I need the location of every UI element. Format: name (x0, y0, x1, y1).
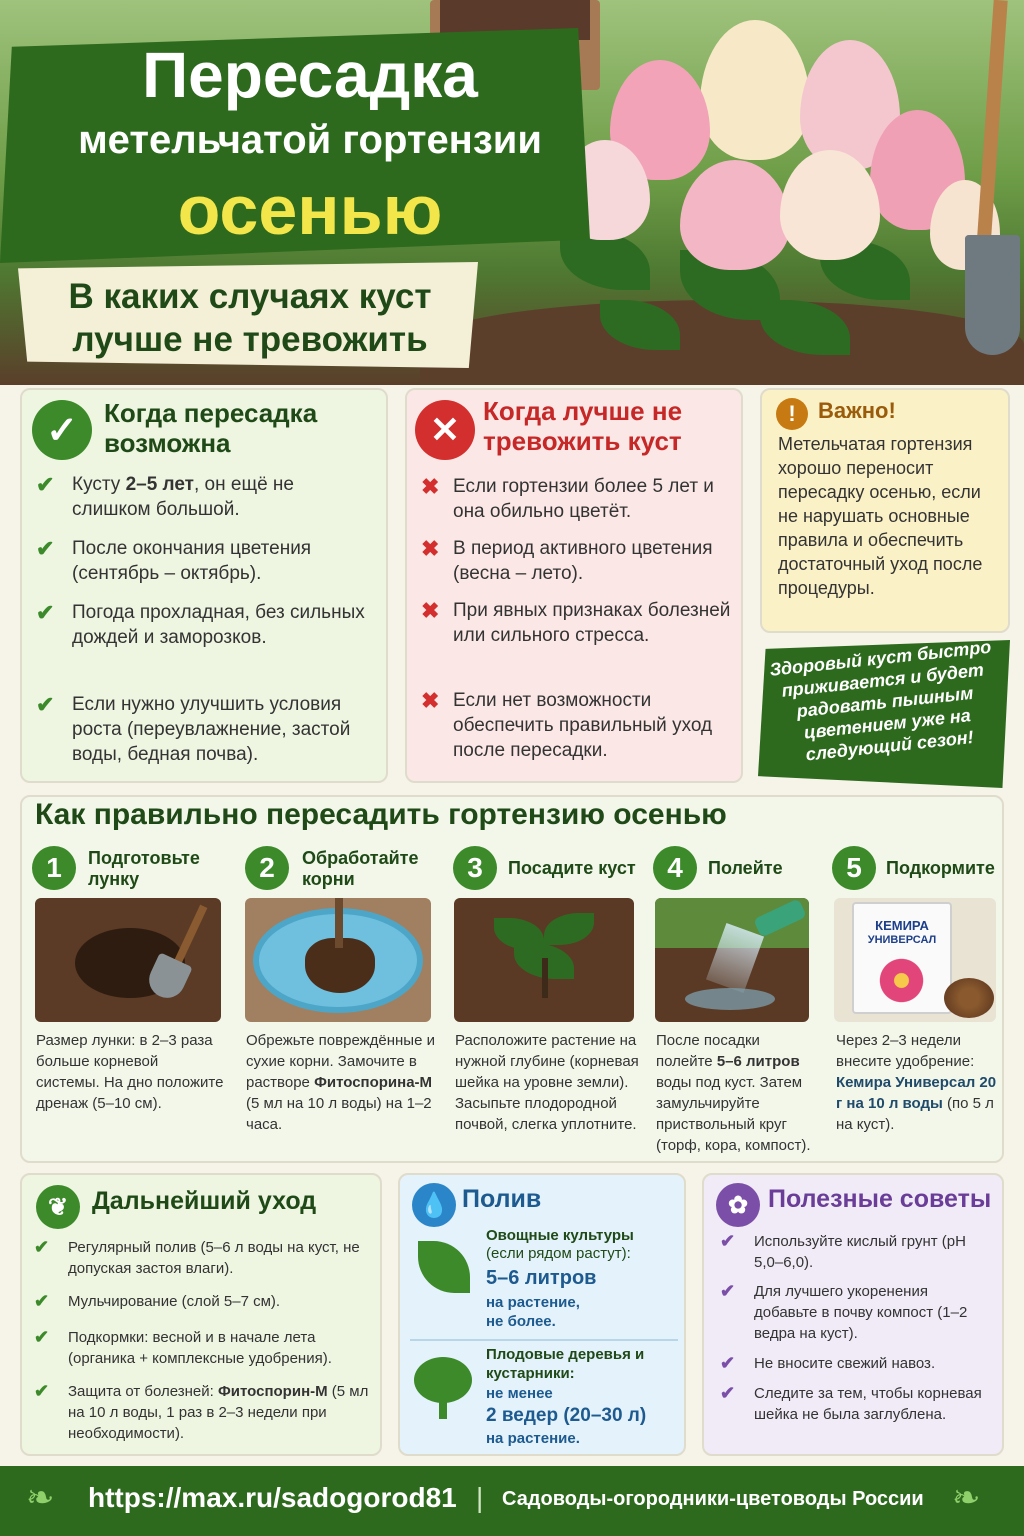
panel-watering (398, 1173, 686, 1456)
step-title: Полейте (708, 858, 783, 878)
veg-tail: на растение, не более. (486, 1294, 580, 1330)
check-icon: ✔ (720, 1353, 736, 1373)
step-image-plant (454, 898, 634, 1022)
check-icon: ✔ (34, 1291, 50, 1311)
check-icon: ✔ (720, 1281, 736, 1301)
cross-icon: ✖ (421, 474, 440, 499)
page-subtitle: В каких случаях куст лучше не тревожить (68, 277, 432, 359)
list-item: Если нужно улучшить условия роста (переувлажнение, застой воды, бедная почва). (72, 694, 351, 765)
check-icon: ✔ (36, 692, 55, 717)
tree-min: не менее (486, 1385, 553, 1402)
step-number: 3 (453, 846, 497, 890)
list-item: Не вносите свежий навоз. (754, 1355, 936, 1372)
leaf-icon: ❦ (36, 1185, 80, 1229)
step-number: 5 (832, 846, 876, 890)
list-item: Защита от болезней: Фитоспорин-М (5 мл на 10 л воды, 1 раз в 2–3 недели при необходимости). (68, 1383, 369, 1442)
footer-url[interactable]: https://max.ru/sadogorod81 (88, 1482, 457, 1513)
veg-sub: (если рядом растут): (486, 1245, 631, 1262)
step-image-fertilizer (834, 898, 996, 1022)
step-image-roots (245, 898, 431, 1022)
sprout-icon: ❧ (952, 1479, 981, 1517)
list-item: Если нет возможности обеспечить правильный уход после пересадки. (453, 690, 713, 761)
step-text: Расположите растение на нужной глубине (корневая шейка на уровне земли). Засыпьте плодородной почвой, слегка уплотните. (455, 1032, 639, 1133)
panel-title: Когда лучше не тревожить куст (483, 396, 683, 456)
flower-icon (874, 958, 929, 1003)
hero-banner (0, 0, 1024, 385)
panel-care (20, 1173, 382, 1456)
flower-icon: ✿ (716, 1183, 760, 1227)
step-text: Через 2–3 недели внесите удобрение: Кемира Универсал 20 г на 10 л воды (по 5 л на куст). (836, 1032, 997, 1133)
list-item: Если гортензии более 5 лет и она обильно цветёт. (453, 476, 714, 522)
check-icon: ✔ (720, 1231, 736, 1251)
water-drop-icon: 💧 (412, 1183, 456, 1227)
step-title: Подготовьте лунку (88, 848, 200, 889)
page-title-line2: метельчатой гортензии (78, 118, 542, 162)
list-item: После окончания цветения (сентябрь – октябрь). (72, 538, 312, 584)
panel-title: Дальнейший уход (92, 1187, 317, 1215)
list-item: Регулярный полив (5–6 л воды на куст, не допуская застоя влаги). (68, 1239, 360, 1277)
important-text: Метельчатая гортензия хорошо переносит пересадку осенью, если не нарушать основные правила и обеспечить достаточный уход после процедуры. (778, 434, 983, 598)
list-item: Для лучшего укоренения добавьте в почву компост (1–2 ведра на куст). (754, 1283, 968, 1342)
page-title: Пересадка (142, 39, 478, 111)
step-number: 1 (32, 846, 76, 890)
cross-icon: ✕ (415, 400, 475, 460)
footer (0, 1466, 1024, 1536)
footer-separator: | (476, 1482, 484, 1513)
shovel-icon (976, 0, 1007, 250)
tree-tail: на растение. (486, 1430, 580, 1447)
veg-label: Овощные культуры (486, 1227, 634, 1244)
cross-icon: ✖ (421, 536, 440, 561)
panel-title: Важно! (818, 398, 896, 423)
step-image-hole (35, 898, 221, 1022)
tree-amount: 2 ведер (20–30 л) (486, 1405, 647, 1426)
veg-amount: 5–6 литров (486, 1267, 597, 1289)
exclamation-icon: ! (776, 398, 808, 430)
check-icon: ✔ (36, 472, 55, 497)
check-icon: ✔ (36, 536, 55, 561)
sprout-icon: ❧ (26, 1479, 55, 1517)
leaf-icon (418, 1241, 470, 1293)
tree-label: Плодовые деревья и кустарники: (486, 1346, 645, 1382)
check-icon: ✓ (32, 400, 92, 460)
panel-important (760, 388, 1010, 633)
fertilizer-pack-label: КЕМИРА (875, 918, 929, 933)
list-item: Подкормки: весной и в начале лета (органика + комплексные удобрения). (68, 1329, 332, 1367)
panel-when-possible (20, 388, 388, 783)
cross-icon: ✖ (421, 688, 440, 713)
list-item: При явных признаках болезней или сильного стресса. (453, 600, 731, 646)
step-number: 4 (653, 846, 697, 890)
panel-title: Когда пересадка возможна (104, 398, 318, 458)
step-text: После посадки полейте 5–6 литров воды под куст. Затем замульчируйте приствольный круг (торф, кора, компост). (656, 1032, 811, 1154)
list-item: Погода прохладная, без сильных дождей и заморозков. (72, 602, 365, 648)
steps-title: Как правильно пересадить гортензию осенью (35, 798, 727, 831)
step-title: Посадите куст (508, 858, 636, 878)
footer-community: Садоводы-огородники-цветоводы России (502, 1488, 924, 1510)
panel-tips (702, 1173, 1004, 1456)
step-number: 2 (245, 846, 289, 890)
list-item: Используйте кислый грунт (pH 5,0–6,0). (754, 1233, 966, 1271)
check-icon: ✔ (34, 1327, 50, 1347)
list-item: Следите за тем, чтобы корневая шейка не была заглублена. (754, 1385, 982, 1423)
fertilizer-pack-sublabel: УНИВЕРСАЛ (867, 934, 937, 946)
panel-title: Полезные советы (768, 1185, 992, 1213)
page-title-line3: осенью (177, 171, 443, 249)
step-text: Размер лунки: в 2–3 раза больше корневой системы. На дно положите дренаж (5–10 см). (36, 1032, 224, 1112)
step-title: Обработайте корни (302, 848, 419, 889)
panel-when-not (405, 388, 743, 783)
check-icon: ✔ (36, 600, 55, 625)
check-icon: ✔ (720, 1383, 736, 1403)
list-item: В период активного цветения (весна – лето). (453, 538, 713, 584)
green-note-text: Здоровый куст быстро приживается и будет радовать пышным цветением уже на следующий сезон! (768, 636, 993, 765)
step-text: Обрежьте повреждённые и сухие корни. Замочите в растворе Фитоспорина-М (5 мл на 10 л воды) на 1–2 часа. (246, 1032, 435, 1133)
check-icon: ✔ (34, 1237, 50, 1257)
list-item: Мульчирование (слой 5–7 см). (68, 1293, 281, 1310)
cross-icon: ✖ (421, 598, 440, 623)
list-item: Кусту 2–5 лет, он ещё не слишком большой. (72, 474, 294, 520)
step-title: Подкормите (886, 858, 995, 878)
step-image-watering (655, 898, 809, 1022)
check-icon: ✔ (34, 1381, 50, 1401)
panel-title: Полив (462, 1185, 542, 1213)
